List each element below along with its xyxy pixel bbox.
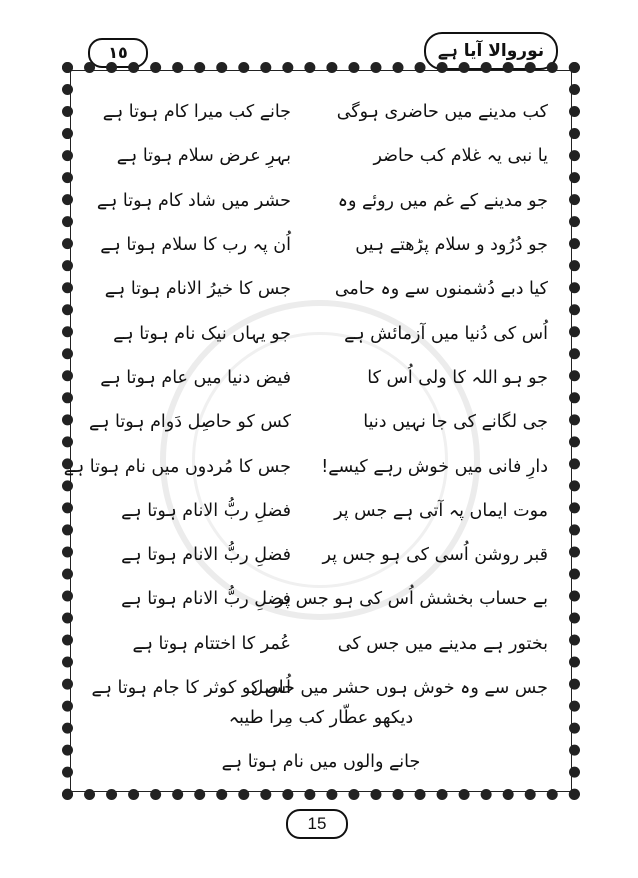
couplet-second-line: اُن پہ رب کا سلام ہوتا ہے [100, 235, 291, 256]
couplet-first-line: بختور ہے مدینے میں جس کی [337, 633, 548, 654]
couplet-first-line: جو مدینے کے غم میں روئے وہ [337, 190, 548, 211]
couplet-first-line: کب مدینے میں حاضری ہوگی [336, 102, 548, 123]
couplet-row [86, 223, 556, 267]
couplet-row [86, 666, 556, 710]
couplet-second-line: فضلِ ربُّ الانام ہوتا ہے [121, 545, 291, 566]
page-number: 15 [286, 809, 348, 839]
couplet-second-line: جو یہاں نیک نام ہوتا ہے [113, 323, 291, 344]
couplet-first-line: کیا دبے دُشمنوں سے وہ حامی [334, 279, 548, 300]
couplet-first-line: دارِ فانی میں خوش رہے کیسے! [321, 456, 548, 477]
couplet-second-line: عُمر کا اختتام ہوتا ہے [132, 633, 291, 654]
couplet-second-line: جس کا مُردوں میں نام ہوتا ہے [63, 456, 291, 477]
couplet-row [63, 444, 556, 488]
couplet-second-line: فضلِ ربُّ الانام ہوتا ہے [121, 500, 291, 521]
couplet-second-line: فضلِ ربُّ الانام ہوتا ہے [121, 589, 291, 610]
couplet-row [86, 311, 556, 355]
couplet-row [86, 622, 556, 666]
couplet-first-line: اُس کی دُنیا میں آزمائش ہے [344, 323, 548, 344]
couplet-second-line: بہرِ عرض سلام ہوتا ہے [116, 146, 291, 167]
couplet-first-line: جو ہو اللہ کا ولی اُس کا [367, 367, 548, 388]
couplet-row [86, 179, 556, 223]
final-couplet-line-1: دیکھو عطّار کب مِرا طیبہ [228, 708, 414, 728]
couplet-row [86, 267, 556, 311]
couplet-first-line: بے حساب بخشش اُس کی ہو جس پر [275, 589, 548, 610]
couplet-first-line: جس سے وہ خوش ہوں حشر میں حاصل [250, 678, 548, 698]
couplet-second-line: کس کو حاصِل دَوام ہوتا ہے [88, 412, 291, 433]
final-couplet-line-2: جانے والوں میں نام ہوتا ہے [221, 752, 421, 772]
couplet-row [86, 489, 556, 533]
couplet-row [86, 577, 556, 621]
couplet-second-line: جس کا خیرُ الانام ہوتا ہے [104, 279, 291, 300]
couplet-first-line: یا نبی یہ غلام کب حاضر [373, 146, 548, 167]
couplet-row [86, 134, 556, 178]
page-number-urdu: ١٥ [88, 38, 148, 68]
couplet-first-line: جو دُرُود و سلام پڑھتے ہیں [355, 235, 548, 256]
couplet-second-line: اُس کو کوثر کا جام ہوتا ہے [91, 678, 291, 698]
page-title: نوروالا آیا ہے [424, 32, 558, 70]
couplet-second-line: حشر میں شاد کام ہوتا ہے [96, 190, 291, 211]
couplet-row [86, 533, 556, 577]
couplet-row [86, 356, 556, 400]
couplet-second-line: جانے کب میرا کام ہوتا ہے [102, 102, 291, 123]
couplet-first-line: قبر روشن اُسی کی ہو جس پر [322, 545, 548, 566]
couplet-row [86, 400, 556, 444]
couplet-first-line: جی لگانے کی جا نہیں دنیا [363, 412, 548, 433]
couplet-row [86, 90, 556, 134]
couplet-first-line: موت ایماں پہ آتی ہے جس پر [334, 500, 548, 521]
poem-body [63, 90, 556, 710]
couplet-second-line: فیض دنیا میں عام ہوتا ہے [100, 367, 291, 388]
